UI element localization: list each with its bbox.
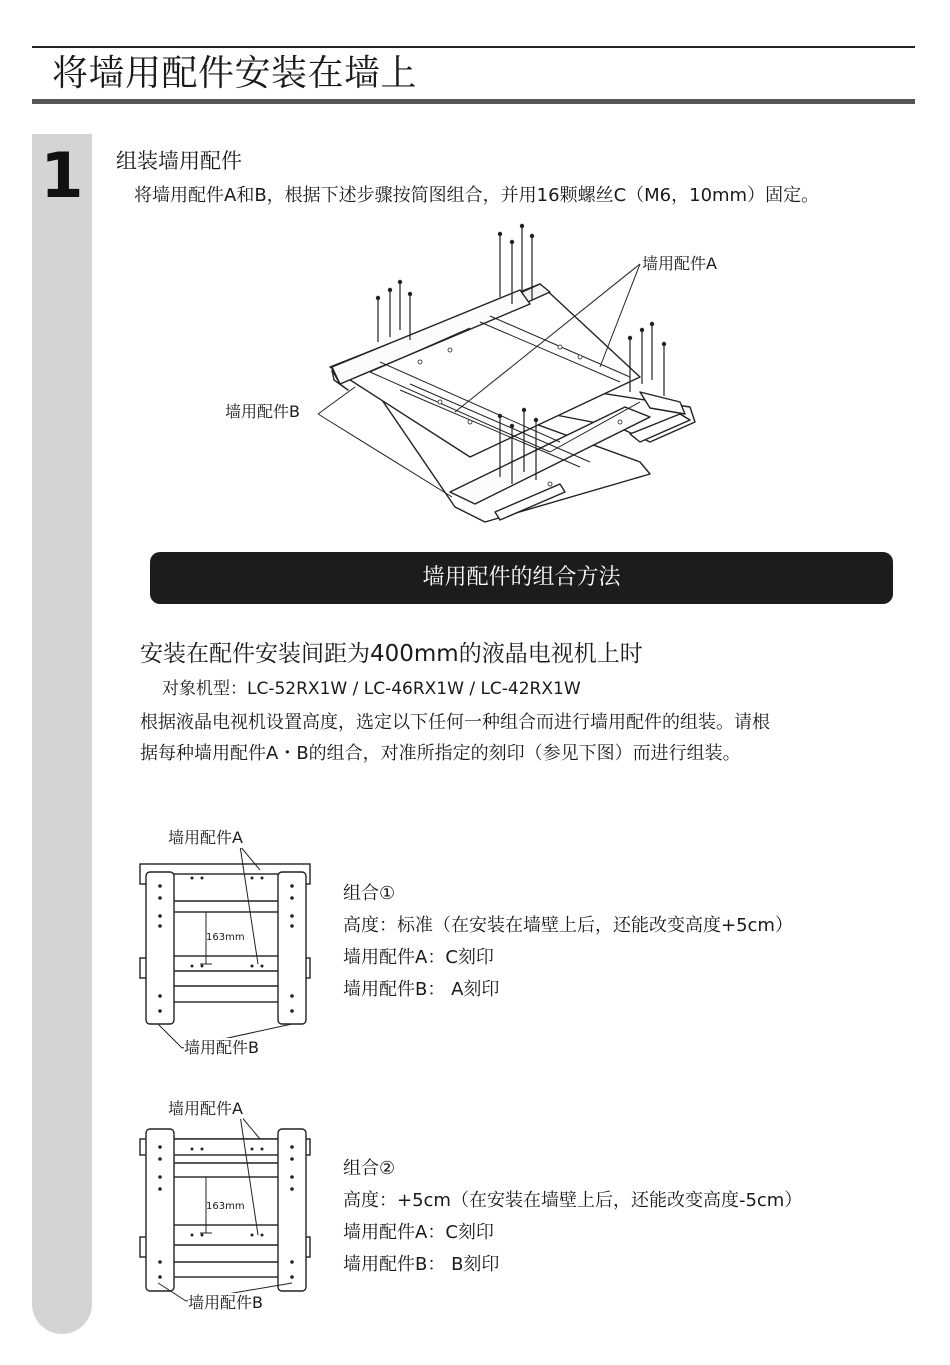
combination-2-diagram — [132, 1097, 322, 1317]
combination-1-part-b: 墙用配件B： A刻印 — [343, 979, 500, 1000]
page-title: 将墙用配件安装在墙上 — [52, 53, 418, 94]
combination-2-height: 高度：+5cm（在安装在墙壁上后，还能改变高度-5cm） — [343, 1190, 803, 1211]
combination-2-name: 组合② — [343, 1158, 396, 1179]
combination-1-label-a: 墙用配件A — [168, 828, 243, 847]
section-title: 安装在配件安装间距为400mm的液晶电视机上时 — [140, 641, 643, 667]
combination-1-dimension: 163mm — [206, 932, 245, 943]
instruction-line-1: 根据液晶电视机设置高度，选定以下任何一种组合而进行墙用配件的组装。请根 — [140, 712, 770, 733]
combination-2-info — [343, 1153, 802, 1281]
combination-2-dimension: 163mm — [206, 1201, 245, 1212]
combination-2-label-a: 墙用配件A — [168, 1099, 243, 1118]
combination-1-info — [343, 878, 793, 1006]
combination-1-diagram — [132, 826, 322, 1062]
assembly-diagram — [220, 222, 740, 542]
combination-1-name: 组合① — [343, 883, 396, 904]
instruction-line-2: 据每种墙用配件A・B的组合，对准所指定的刻印（参见下图）而进行组装。 — [140, 743, 741, 764]
combination-1-height: 高度：标准（在安装在墙壁上后，还能改变高度+5cm） — [343, 915, 793, 936]
combination-2-part-b: 墙用配件B： B刻印 — [343, 1254, 500, 1275]
step-description: 将墙用配件A和B，根据下述步骤按简图组合，并用16颗螺丝C（M6，10mm）固定。 — [134, 185, 820, 206]
combination-1-label-b: 墙用配件B — [184, 1038, 259, 1057]
step-number: 1 — [40, 139, 84, 212]
step-title: 组装墙用配件 — [116, 149, 242, 173]
combination-2-label-b: 墙用配件B — [188, 1293, 263, 1312]
combination-1-part-a: 墙用配件A：C刻印 — [343, 947, 494, 968]
combination-1-illustration — [132, 826, 322, 1062]
combination-2-part-a: 墙用配件A：C刻印 — [343, 1222, 494, 1243]
target-models: 对象机型：LC-52RX1W / LC-46RX1W / LC-42RX1W — [162, 679, 581, 699]
header-rule-top — [32, 46, 915, 48]
instruction-paragraph — [140, 707, 900, 769]
diagram-label-a: 墙用配件A — [642, 254, 717, 273]
header-rule-bottom — [32, 99, 915, 104]
diagram-label-b: 墙用配件B — [225, 402, 300, 421]
step-sidebar — [32, 134, 92, 1334]
section-banner: 墙用配件的组合方法 — [150, 552, 893, 604]
